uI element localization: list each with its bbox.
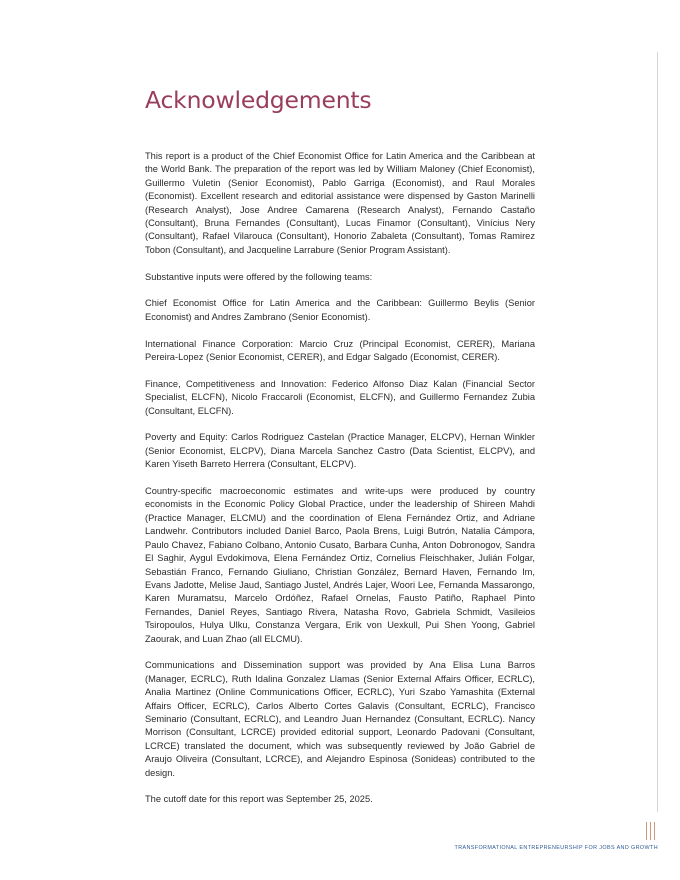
paragraph-substantive-inputs: Substantive inputs were offered by the following teams: bbox=[145, 271, 373, 282]
footer-accent-bar bbox=[646, 822, 647, 840]
acknowledgements-body bbox=[145, 150, 535, 807]
paragraph-cutoff-date: The cutoff date for this report was September 25, 2025. bbox=[145, 794, 373, 805]
paragraph-poverty-equity: Poverty and Equity: Carlos Rodriguez Castelan (Practice Manager, ELCPV), Hernan Winkler (Senior Economist, ELCPV), Diana Marcela Sanchez Castro (Data Scientist, ELCPV), and Karen Yiseth Barreto Herrera (Consultant, ELCPV). bbox=[145, 432, 535, 470]
footer-accent-bar bbox=[650, 822, 651, 840]
paragraph-ifc: International Finance Corporation: Marcio Cruz (Principal Economist, CERER), Mariana Pereira-Lopez (Senior Economist, CERER), and Edgar Salgado (Economist, CERER). bbox=[145, 338, 535, 363]
paragraph-country-estimates: Country-specific macroeconomic estimates and write-ups were produced by country economists in the Economic Policy Global Practice, under the leadership of Shireen Mahdi (Practice Manager, ELCMU) and the coordination of Elena Fernández Ortiz, and Adriane Landwehr. Contributors included Daniel Barco, Paola Brens, Luigi Butrón, Natalia Cámpora, Paulo Chavez, Fabiano Colbano, Antonio Cusato, Barbara Cunha, Anton Dobronogov, Sandra El Saghir, Aygul Evdokimova, Elena Fernández Ortiz, Cornelius Fleischhaker, Julián Folgar, Sebastián Franco, Fernando Giuliano, Christian González, Bernard Haven, Fernando Im, Evans Jadotte, Melise Jaud, Santiago Justel, Andrés Lajer, Woori Lee, Fernanda Massarongo, Karen Muramatsu, Marcelo Ordóñez, Rafael Ornelas, Fausto Patiño, Raphael Pinto Fernandes, Daniel Reyes, Santiago Rivera, Natasha Rovo, Gabriela Schmidt, Vasileios Tsiropoulos, Hulya Ulku, Constanza Vergara, Erik von Uexkull, Pui Shen Yoong, Gabriel Zaourak, and Luan Zhao (all ELCMU). bbox=[145, 486, 535, 644]
page-title: Acknowledgements bbox=[145, 86, 372, 114]
paragraph-fci: Finance, Competitiveness and Innovation: Federico Alfonso Diaz Kalan (Financial Sector Specialist, ELCFN), Nicolo Fraccaroli (Economist, ELCFN), and Guillermo Fernandez Zubia (Consultant, ELCFN). bbox=[145, 378, 535, 416]
footer-accent-bar bbox=[654, 822, 655, 840]
footer-running-title: TRANSFORMATIONAL ENTREPRENEURSHIP FOR JOBS AND GROWTH bbox=[454, 845, 658, 851]
paragraph-report-team: This report is a product of the Chief Economist Office for Latin America and the Caribbean at the World Bank. The preparation of the report was led by William Maloney (Chief Economist), Guillermo Vuletin (Senior Economist), Pablo Garriga (Economist), and Raul Morales (Economist). Excellent research and editorial assistance were dispensed by Gaston Marinelli (Research Analyst), Jose Andree Camarena (Research Analyst), Fernando Castaño (Consultant), Bruna Fernandes (Consultant), Lucas Finamor (Consultant), Vinícius Nery (Consultant), Rafael Vilarouca (Consultant), Honorio Zabaleta (Consultant), Tomas Ramirez Tobon (Consultant), and Jacqueline Larrabure (Senior Program Assistant). bbox=[145, 151, 535, 255]
footer-accent-bars bbox=[646, 822, 655, 840]
paragraph-communications: Communications and Dissemination support was provided by Ana Elisa Luna Barros (Manager, ECRLC), Ruth Idalina Gonzalez Llamas (Senior External Affairs Officer, ECRLC), Analia Martinez (Online Communications Officer, ECRLC), Yuri Szabo Yamashita (External Affairs Officer, ECRLC), Carlos Alberto Cortes Galavis (Consultant, ECRLC), Francisco Seminario (Consultant, ECRLC), and Leandro Juan Hernandez (Consultant, ECRLC). Nancy Morrison (Consultant, LCRCE) provided editorial support, Leonardo Padovani (Consultant, LCRCE) translated the document, which was subsequently reviewed by João Gabriel de Araujo Oliveira (Consultant, LCRCE), and Alejandro Espinosa (Sonideas) contributed to the design. bbox=[145, 660, 535, 778]
paragraph-chief-economist-office: Chief Economist Office for Latin America and the Caribbean: Guillermo Beylis (Senior Economist) and Andres Zambrano (Senior Economist). bbox=[145, 298, 535, 322]
page-margin-rule bbox=[657, 52, 658, 812]
